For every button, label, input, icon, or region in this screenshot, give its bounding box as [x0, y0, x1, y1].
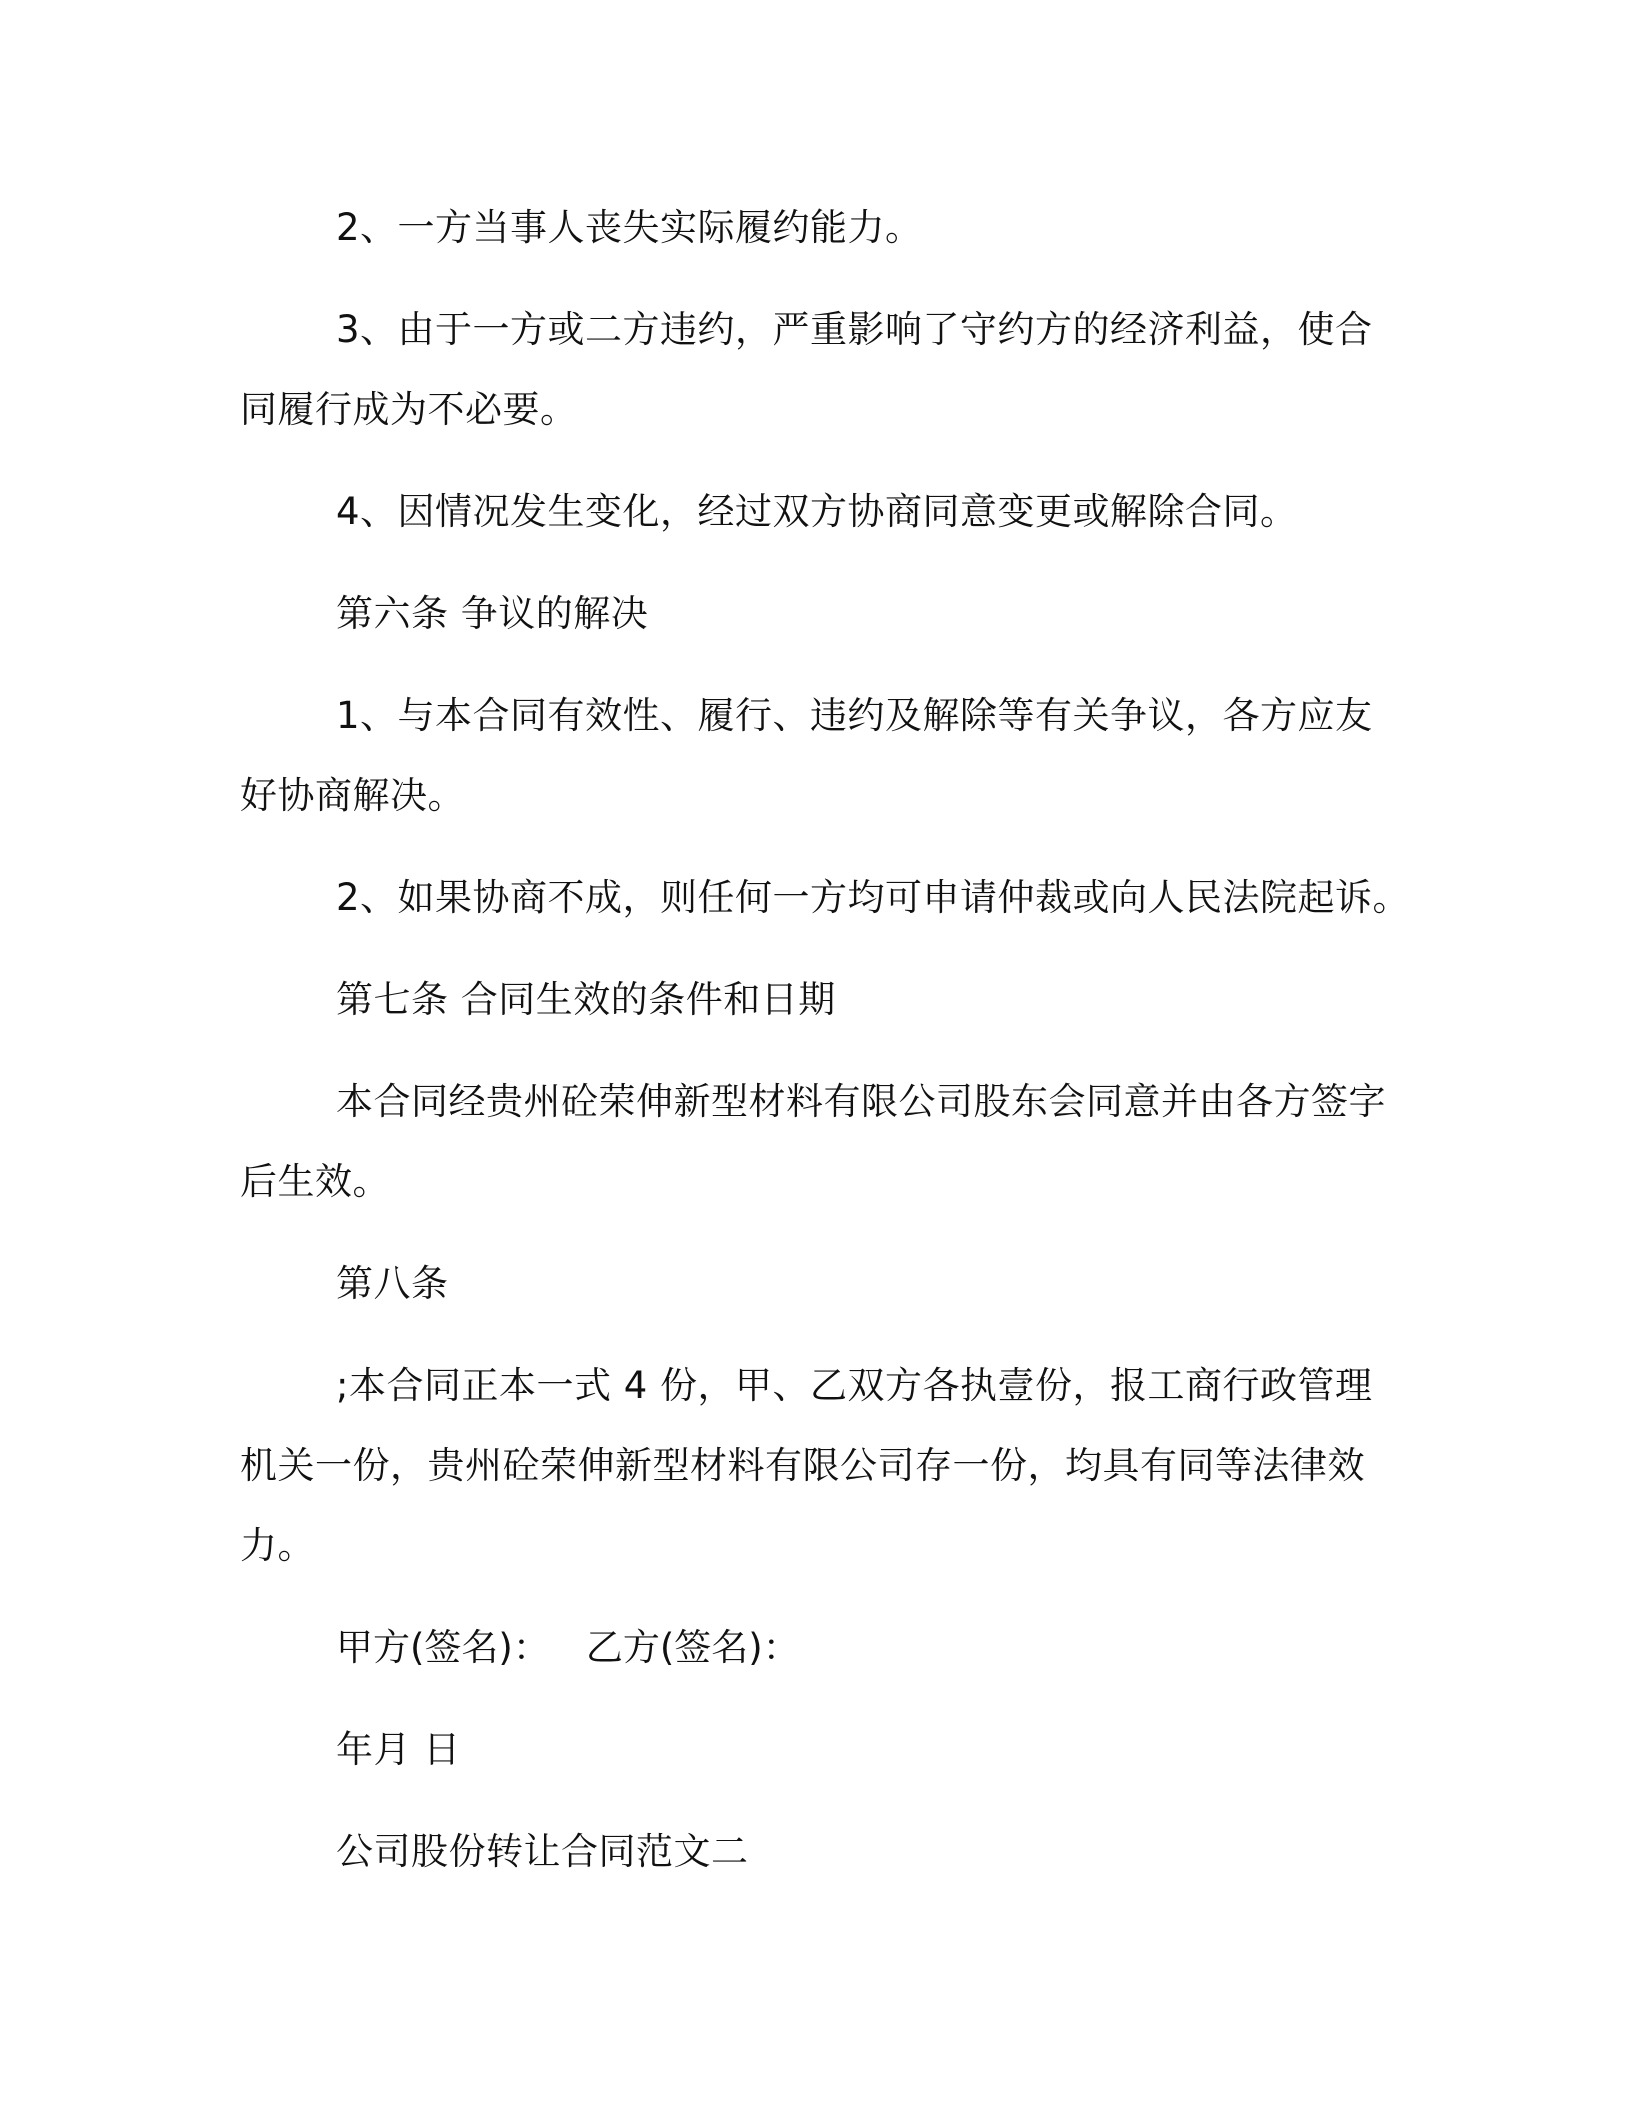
article-8-body: ;本合同正本一式 4 份，甲、乙双方各执壹份，报工商行政管理机关一份，贵州砼荣伸新型材料有限公司存一份，均具有同等法律效力。 — [240, 1364, 1373, 1567]
party-a-signature-label: 甲方(签名)： — [336, 1626, 550, 1669]
article-6-heading: 第六条 争议的解决 — [336, 592, 649, 635]
article-7-body: 本合同经贵州砼荣伸新型材料有限公司股东会同意并由各方签字后生效。 — [240, 1080, 1386, 1203]
party-b-signature-label: 乙方(签名)： — [585, 1626, 800, 1669]
article-7-heading: 第七条 合同生效的条件和日期 — [336, 978, 836, 1021]
clause-item-2: 2、一方当事人丧失实际履约能力。 — [336, 206, 923, 249]
article-6-item-1: 1、与本合同有效性、履行、违约及解除等有关争议，各方应友好协商解决。 — [240, 694, 1373, 817]
next-document-title: 公司股份转让合同范文二 — [336, 1830, 749, 1873]
document-body — [240, 188, 1411, 1914]
clause-item-4: 4、因情况发生变化，经过双方协商同意变更或解除合同。 — [336, 490, 1298, 533]
article-6-item-2: 2、如果协商不成，则任何一方均可申请仲裁或向人民法院起诉。 — [336, 876, 1411, 919]
article-8-heading: 第八条 — [336, 1262, 449, 1305]
clause-item-3: 3、由于一方或二方违约，严重影响了守约方的经济利益，使合同履行成为不必要。 — [240, 308, 1373, 431]
date-line: 年月 日 — [336, 1728, 461, 1771]
signature-line — [240, 1608, 1390, 1688]
